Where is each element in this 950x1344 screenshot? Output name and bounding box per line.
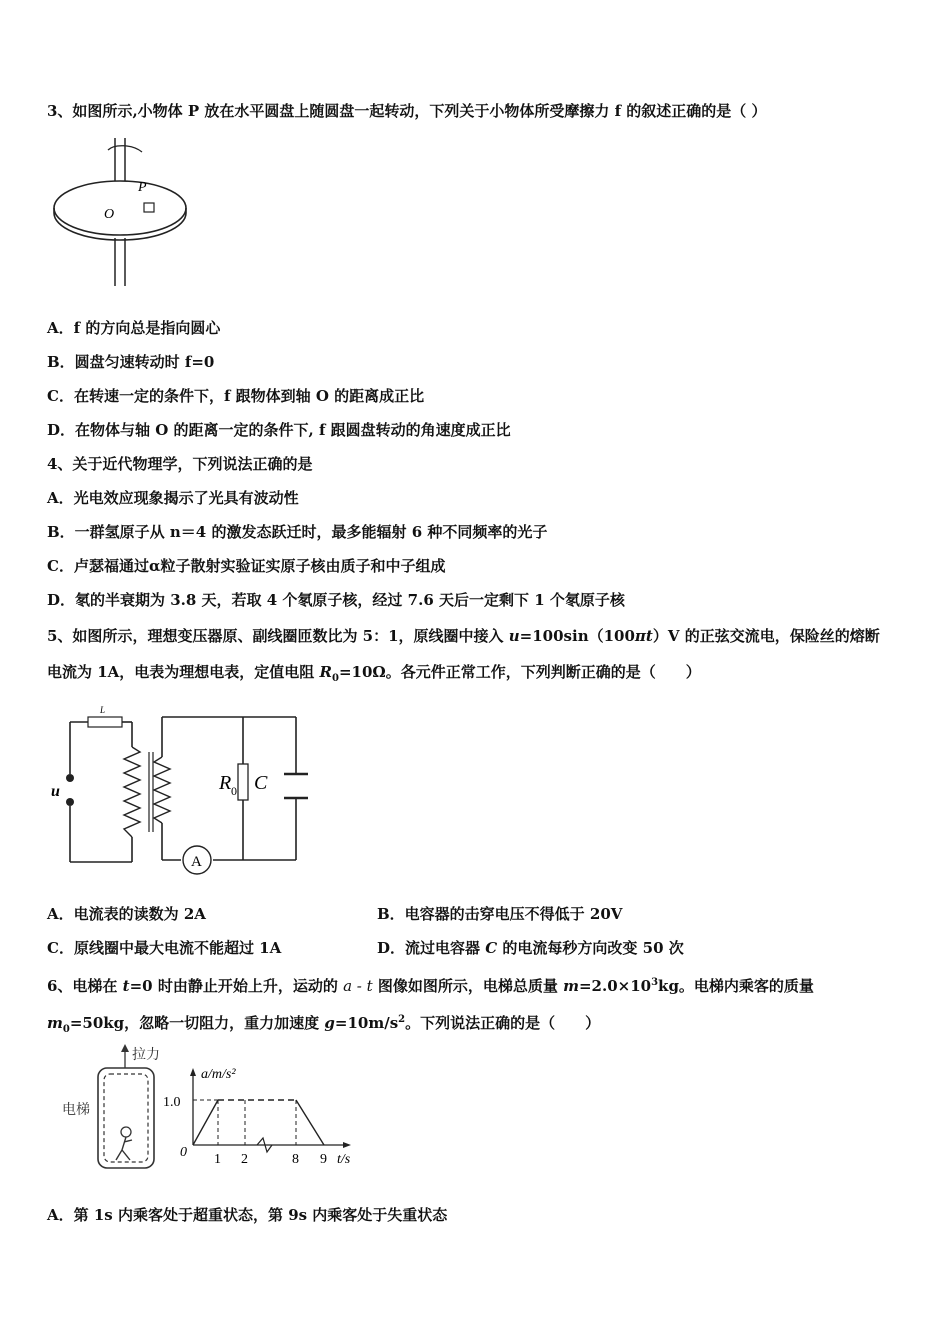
q4-option-d: D．氡的半衰期为 3.8 天，若取 4 个氡原子核，经过 7.6 天后一定剩下 1 个氡原子核: [47, 591, 625, 609]
x-tick-label: 2: [241, 1152, 248, 1167]
q6-option-a: A．第 1s 内乘客处于超重状态，第 9s 内乘客处于失重状态: [47, 1206, 448, 1224]
q3-option-c: C．在转速一定的条件下，f 跟物体到轴 O 的距离成正比: [47, 387, 425, 405]
elevator-label: 电梯: [62, 1103, 90, 1118]
q4-option-b: B．一群氢原子从 n＝4 的激发态跃迁时，最多能辐射 6 种不同频率的光子: [47, 523, 548, 541]
series-segment-fall: [296, 1100, 324, 1145]
ammeter-label: A: [191, 854, 202, 870]
source-u-label: u: [51, 783, 60, 800]
q5-option-b: B．电容器的击穿电压不得低于 20V: [377, 905, 623, 923]
resistor-r-label: R: [219, 772, 232, 794]
fuse-label: L: [100, 705, 106, 715]
q3-option-b: B．圆盘匀速转动时 f=0: [47, 353, 215, 371]
q4-stem: 4、关于近代物理学，下列说法正确的是: [47, 455, 313, 473]
x-tick-label: 1: [214, 1152, 221, 1167]
y-axis-label: a/m/s²: [201, 1067, 236, 1082]
q6-stem-line1: 6、电梯在 t=0 时由静止开始上升，运动的 a - t 图像如图所示，电梯总质量 $m=2.0\times 10^3kg$。电梯内乘客的质量: [47, 977, 814, 995]
disk-p-label: P: [138, 180, 147, 195]
q3-stem: 3、如图所示,小物体 P 放在水平圆盘上随圆盘一起转动，下列关于小物体所受摩擦力 f 的叙述正确的是（ ）: [47, 102, 767, 120]
a-t-chart: [163, 1060, 375, 1175]
q5-stem-line2: 电流为 1A，电表为理想电表，定值电阻 $R_0=10\Omega$。各元件正常工作，下列判断正确的是（ ）: [47, 663, 701, 684]
x-axis-label: t/s: [337, 1152, 351, 1167]
transformer-circuit-figure: [48, 702, 308, 872]
capacitor-c-label: C: [254, 772, 268, 794]
rotating-disk-figure: [52, 138, 197, 288]
disk-o-label: O: [104, 207, 115, 222]
q4-option-a: A．光电效应现象揭示了光具有波动性: [47, 489, 299, 507]
q5-option-c: C．原线圈中最大电流不能超过 1A: [47, 939, 282, 957]
q5-stem-line1: 5、如图所示，理想变压器原、副线圈匝数比为 5：1，原线圈中接入 u=100sin（100πt）V 的正弦交流电，保险丝的熔断: [47, 627, 880, 645]
pull-label: 拉力: [132, 1048, 160, 1063]
q3-option-d: D．在物体与轴 O 的距离一定的条件下, f 跟圆盘转动的角速度成正比: [47, 421, 511, 439]
q5-option-d: D．流过电容器 C 的电流每秒方向改变 50 次: [377, 939, 684, 957]
q6-stem-line2: $m_0=50kg$，忽略一切阻力，重力加速度 $g=10m/s^2$。下列说法正确的是（ ）: [47, 1014, 601, 1035]
origin-label: 0: [180, 1145, 187, 1160]
q5-option-a: A．电流表的读数为 2A: [47, 905, 206, 923]
series-segment-rise: [193, 1100, 218, 1145]
q4-option-c: C．卢瑟福通过α粒子散射实验证实原子核由质子和中子组成: [47, 557, 446, 575]
x-tick-label: 8: [292, 1152, 299, 1167]
y-tick-label: 1.0: [163, 1095, 181, 1110]
q3-option-a: A．f 的方向总是指向圆心: [47, 319, 221, 337]
resistor-sub-label: 0: [231, 784, 237, 798]
x-tick-label: 9: [320, 1152, 327, 1167]
